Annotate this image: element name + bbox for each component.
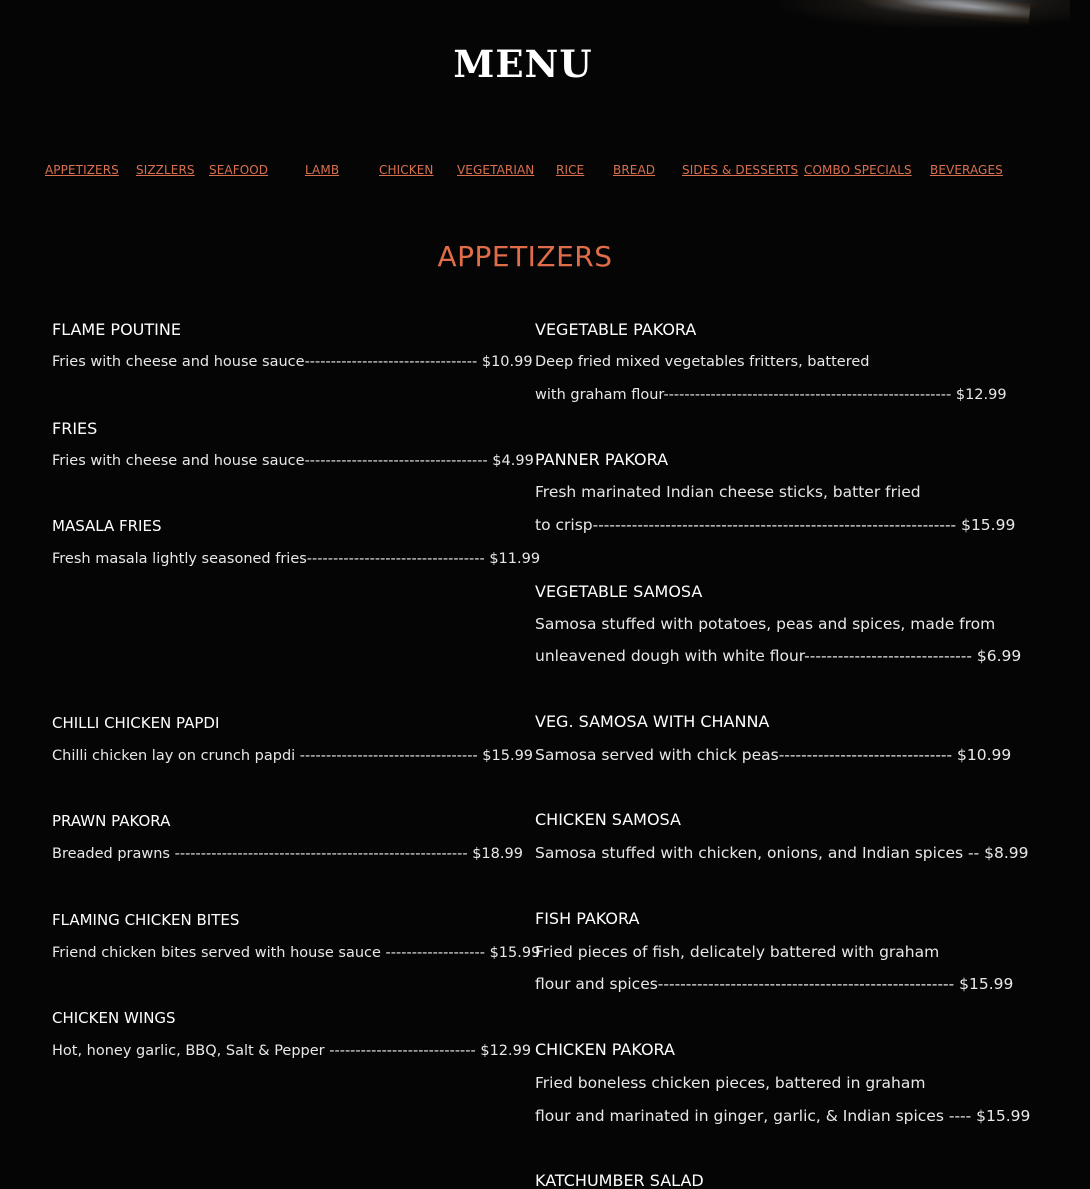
nav-link-seafood[interactable]: SEAFOOD [209,163,269,177]
menu-item-name: CHICKEN WINGS [52,1009,176,1027]
menu-item-name: CHICKEN SAMOSA [535,810,681,829]
menu-item-name: VEG. SAMOSA WITH CHANNA [535,712,770,731]
menu-item-name: CHICKEN PAKORA [535,1040,675,1059]
menu-item-description: flour and spices----------------------------------------------------- $15.99 [535,975,1014,993]
menu-item-name: PANNER PAKORA [535,450,669,469]
menu-item-name: MASALA FRIES [52,517,162,535]
nav-link-vegetarian[interactable]: VEGETARIAN [457,163,535,177]
menu-item-description: Fresh masala lightly seasoned fries---------------------------------- $11.99 [52,551,541,567]
menu-item-description: Fried boneless chicken pieces, battered in graham [535,1074,926,1092]
menu-item-description: with graham flour------------------------------------------------------- $12.99 [535,387,1007,403]
nav-link-chicken[interactable]: CHICKEN [379,163,434,177]
page-title: MENU [453,42,593,86]
menu-item-name: PRAWN PAKORA [52,812,171,830]
menu-item-description: Samosa served with chick peas------------------------------- $10.99 [535,746,1012,764]
nav-link-appetizers[interactable]: APPETIZERS [45,163,119,177]
menu-item-name: KATCHUMBER SALAD [535,1171,704,1189]
section-title: APPETIZERS [437,240,613,273]
menu-item-description: Fries with cheese and house sauce--------------------------------- $10.99 [52,354,533,370]
menu-item-description: to crisp----------------------------------------------------------------- $15.99 [535,516,1016,534]
category-nav [0,163,1090,183]
nav-link-beverages[interactable]: BEVERAGES [930,163,1003,177]
nav-link-sizzlers[interactable]: SIZZLERS [136,163,195,177]
menu-item-description: Samosa stuffed with chicken, onions, and Indian spices -- $8.99 [535,844,1029,862]
nav-link-lamb[interactable]: LAMB [305,163,340,177]
nav-link-sides-desserts[interactable]: SIDES & DESSERTS [682,163,799,177]
menu-item-description: Breaded prawns -------------------------------------------------------- $18.99 [52,846,523,862]
menu-item-name: FRIES [52,419,98,438]
menu-item-description: unleavened dough with white flour------------------------------ $6.99 [535,647,1022,665]
menu-item-description: Friend chicken bites served with house sauce ------------------- $15.99 [52,945,541,961]
menu-item-name: FISH PAKORA [535,909,640,928]
menu-item-description: Samosa stuffed with potatoes, peas and spices, made from [535,615,996,633]
nav-link-combo-specials[interactable]: COMBO SPECIALS [804,163,912,177]
menu-item-description: flour and marinated in ginger, garlic, & Indian spices ---- $15.99 [535,1107,1031,1125]
menu-item-name: VEGETABLE SAMOSA [535,582,703,601]
nav-link-rice[interactable]: RICE [556,163,585,177]
menu-item-name: FLAME POUTINE [52,320,181,339]
header-light-streak [839,0,1030,26]
nav-link-bread[interactable]: BREAD [613,163,656,177]
menu-item-name: CHILLI CHICKEN PAPDI [52,714,220,732]
menu-item-description: Hot, honey garlic, BBQ, Salt & Pepper ---------------------------- $12.99 [52,1043,532,1059]
menu-item-description: Fried pieces of fish, delicately battered with graham [535,943,940,961]
menu-item-name: VEGETABLE PAKORA [535,320,697,339]
menu-item-name: FLAMING CHICKEN BITES [52,911,240,929]
menu-item-description: Deep fried mixed vegetables fritters, battered [535,354,870,370]
menu-item-description: Chilli chicken lay on crunch papdi ---------------------------------- $15.99 [52,748,534,764]
menu-item-description: Fries with cheese and house sauce----------------------------------- $4.99 [52,453,534,469]
menu-item-description: Fresh marinated Indian cheese sticks, batter fried [535,483,921,501]
